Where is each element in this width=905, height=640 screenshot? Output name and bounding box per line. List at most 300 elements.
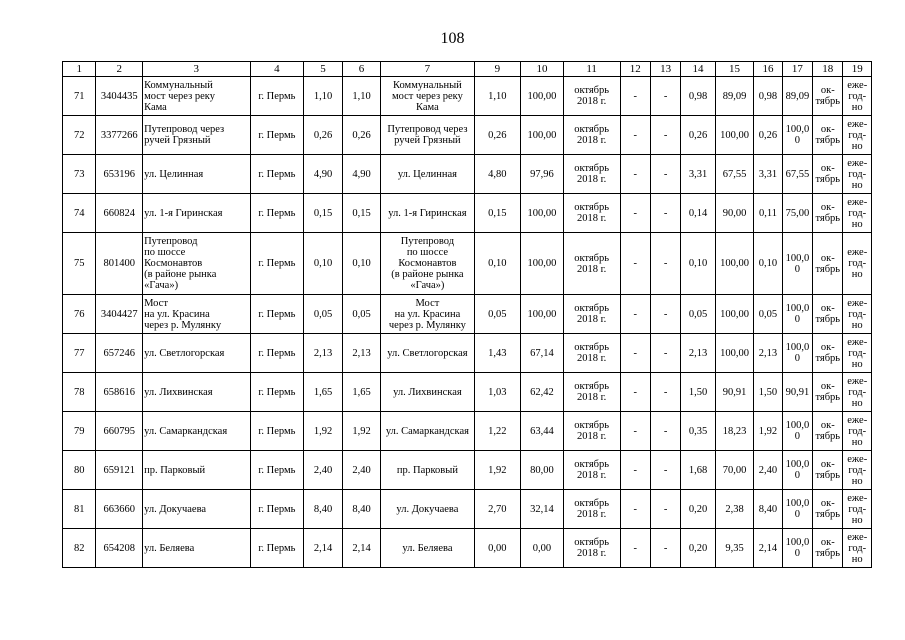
cell-line: Кама	[144, 101, 167, 113]
cell-line: по шоссе	[144, 247, 186, 258]
cell-object-name	[143, 155, 250, 194]
cell-line: 2018 г.	[576, 314, 607, 325]
cell-object-name	[143, 490, 250, 529]
cell-row-number: 76	[63, 295, 96, 334]
cell-col13: -	[650, 529, 680, 568]
cell-length-normative: 1,10	[474, 77, 521, 116]
cell-line: еже-	[847, 336, 868, 348]
cell-line: октябрь	[574, 381, 610, 392]
cell-col18	[813, 116, 843, 155]
cell-line: тябрь	[815, 392, 841, 403]
cell-city: г. Пермь	[250, 529, 304, 568]
cell-inspection-date	[563, 451, 620, 490]
cell-object-name	[143, 373, 250, 412]
cell-line: еже-	[847, 492, 868, 504]
cell-length-owned: 8,40	[342, 490, 381, 529]
cell-col17	[782, 451, 812, 490]
cell-line: 2018 г.	[576, 213, 607, 224]
cell-length-normative: 1,43	[474, 334, 521, 373]
cell-object-name-repeat	[381, 155, 474, 194]
cell-col18	[813, 412, 843, 451]
cell-line: октябрь	[574, 252, 610, 264]
cell-line: октябрь	[574, 420, 610, 431]
cell-line: ручей Грязный	[394, 135, 461, 146]
table-row	[63, 490, 872, 529]
cell-object-name	[143, 116, 250, 155]
cell-col16: 0,26	[754, 116, 782, 155]
cell-percent-normative: 0,00	[521, 529, 564, 568]
cell-row-number: 80	[63, 451, 96, 490]
cell-length-owned: 0,15	[342, 194, 381, 233]
cell-col17	[782, 295, 812, 334]
cell-line: еже-	[847, 157, 868, 169]
cell-length-normative: 1,92	[474, 451, 521, 490]
cell-percent-normative: 63,44	[521, 412, 564, 451]
cell-line: Коммунальный	[144, 79, 213, 91]
cell-col15: 100,00	[715, 334, 754, 373]
cell-line: ок-	[820, 459, 835, 470]
cell-line: 2018 г.	[576, 392, 607, 403]
cell-line: через р. Мулянку	[144, 319, 222, 331]
cell-col16: 1,50	[754, 373, 782, 412]
table-row	[63, 116, 872, 155]
cell-line: ок-	[820, 537, 835, 548]
cell-length-normative: 0,15	[474, 194, 521, 233]
cell-col19	[843, 116, 872, 155]
cell-col16: 2,14	[754, 529, 782, 568]
cell-line: год-	[848, 425, 867, 437]
cell-line: еже-	[847, 247, 868, 258]
cell-line: тябрь	[815, 314, 841, 325]
cell-col13: -	[650, 295, 680, 334]
cell-line: тябрь	[815, 353, 841, 364]
cell-col18	[813, 334, 843, 373]
cell-row-number: 72	[63, 116, 96, 155]
cell-line: тябрь	[815, 213, 841, 224]
cell-line: 100,0	[785, 459, 810, 470]
cell-length-total: 0,10	[304, 233, 343, 295]
cell-col17	[782, 233, 812, 295]
cell-object-name-repeat	[381, 373, 474, 412]
cell-line: еже-	[847, 297, 868, 309]
column-number-9: 9	[474, 62, 521, 77]
cell-col12: -	[620, 334, 650, 373]
cell-line: год-	[848, 90, 867, 102]
cell-line: тябрь	[815, 96, 841, 107]
cell-line: но	[851, 475, 863, 487]
table-row	[63, 295, 872, 334]
cell-length-total: 2,14	[304, 529, 343, 568]
cell-road-code: 3404427	[96, 295, 143, 334]
cell-line: еже-	[847, 79, 868, 91]
cell-line: 100,0	[785, 537, 810, 548]
cell-col12: -	[620, 295, 650, 334]
cell-line: 0	[794, 509, 800, 520]
cell-line: Путепровод	[400, 236, 455, 247]
cell-col19	[843, 295, 872, 334]
cell-line: 100,0	[785, 420, 810, 431]
cell-line: ул. Лихвинская	[144, 386, 213, 398]
cell-col14: 0,20	[681, 529, 715, 568]
cell-line: Мост	[144, 297, 168, 309]
cell-percent-normative: 100,00	[521, 295, 564, 334]
cell-col17	[782, 77, 812, 116]
cell-object-name	[143, 529, 250, 568]
cell-line: еже-	[847, 453, 868, 465]
cell-inspection-date	[563, 194, 620, 233]
cell-line: 2018 г.	[576, 470, 607, 481]
cell-line: ок-	[820, 342, 835, 353]
cell-line: октябрь	[574, 459, 610, 470]
cell-length-normative: 0,00	[474, 529, 521, 568]
table-row	[63, 451, 872, 490]
cell-object-name-repeat	[381, 295, 474, 334]
cell-object-name-repeat	[381, 116, 474, 155]
table-row	[63, 77, 872, 116]
cell-percent-normative: 100,00	[521, 194, 564, 233]
cell-road-code: 654208	[96, 529, 143, 568]
cell-city: г. Пермь	[250, 334, 304, 373]
cell-city: г. Пермь	[250, 373, 304, 412]
cell-line: 100,0	[785, 498, 810, 509]
cell-line: ул. Лихвинская	[393, 386, 462, 398]
cell-row-number: 74	[63, 194, 96, 233]
cell-object-name	[143, 334, 250, 373]
cell-line: ок-	[820, 202, 835, 213]
cell-line: 2018 г.	[576, 548, 607, 559]
cell-col13: -	[650, 373, 680, 412]
column-number-14: 14	[681, 62, 715, 77]
cell-line: год-	[848, 168, 867, 180]
cell-col12: -	[620, 490, 650, 529]
cell-length-normative: 0,05	[474, 295, 521, 334]
cell-city: г. Пермь	[250, 77, 304, 116]
cell-col17	[782, 529, 812, 568]
cell-line: 0	[794, 135, 800, 146]
table-body	[63, 77, 872, 568]
cell-line: октябрь	[574, 124, 610, 135]
cell-line: ок-	[820, 163, 835, 174]
cell-row-number: 82	[63, 529, 96, 568]
cell-road-code: 660824	[96, 194, 143, 233]
cell-col13: -	[650, 451, 680, 490]
cell-object-name	[143, 451, 250, 490]
cell-col17	[782, 412, 812, 451]
cell-object-name-repeat	[381, 77, 474, 116]
cell-line: но	[851, 436, 863, 448]
cell-percent-normative: 100,00	[521, 77, 564, 116]
registry-table	[62, 61, 872, 568]
cell-line: октябрь	[574, 342, 610, 353]
cell-line: 0	[794, 431, 800, 442]
cell-line: год-	[848, 258, 867, 269]
cell-length-normative: 1,03	[474, 373, 521, 412]
cell-line: 2018 г.	[576, 353, 607, 364]
cell-length-owned: 2,13	[342, 334, 381, 373]
cell-line: Путепровод через	[144, 124, 225, 135]
cell-length-total: 2,13	[304, 334, 343, 373]
cell-line: через р. Мулянку	[388, 319, 466, 331]
cell-line: тябрь	[815, 431, 841, 442]
cell-col16: 0,11	[754, 194, 782, 233]
cell-line: ок-	[820, 498, 835, 509]
table-row	[63, 412, 872, 451]
cell-line: 100,0	[785, 342, 810, 353]
cell-row-number: 73	[63, 155, 96, 194]
column-number-2: 2	[96, 62, 143, 77]
cell-col15: 70,00	[715, 451, 754, 490]
cell-col14: 0,98	[681, 77, 715, 116]
cell-road-code: 3377266	[96, 116, 143, 155]
cell-col13: -	[650, 334, 680, 373]
cell-col14: 0,10	[681, 233, 715, 295]
cell-col19	[843, 155, 872, 194]
cell-col12: -	[620, 116, 650, 155]
cell-col19	[843, 233, 872, 295]
cell-line: тябрь	[815, 263, 841, 275]
cell-row-number: 71	[63, 77, 96, 116]
cell-line: но	[851, 553, 863, 565]
cell-col19	[843, 373, 872, 412]
cell-line: ул. 1-я Гиринская	[388, 207, 467, 219]
cell-col16: 0,05	[754, 295, 782, 334]
cell-percent-normative: 62,42	[521, 373, 564, 412]
cell-length-owned: 0,26	[342, 116, 381, 155]
cell-object-name	[143, 295, 250, 334]
table-row	[63, 529, 872, 568]
cell-line: по шоссе	[406, 247, 449, 258]
cell-length-owned: 1,92	[342, 412, 381, 451]
column-number-18: 18	[813, 62, 843, 77]
cell-col19	[843, 529, 872, 568]
cell-length-normative: 1,22	[474, 412, 521, 451]
cell-col14: 0,05	[681, 295, 715, 334]
cell-object-name-repeat	[381, 412, 474, 451]
cell-line: но	[851, 218, 863, 230]
cell-col16: 0,10	[754, 233, 782, 295]
cell-line: год-	[848, 464, 867, 476]
cell-line: 100,0	[785, 252, 810, 264]
cell-line: 100,0	[785, 303, 810, 314]
cell-col13: -	[650, 412, 680, 451]
cell-inspection-date	[563, 233, 620, 295]
cell-object-name	[143, 77, 250, 116]
cell-line: но	[851, 101, 863, 113]
column-number-4: 4	[250, 62, 304, 77]
cell-line: пр. Парковый	[144, 464, 206, 476]
cell-line: Путепровод через	[387, 124, 468, 135]
cell-road-code: 659121	[96, 451, 143, 490]
cell-col13: -	[650, 194, 680, 233]
cell-city: г. Пермь	[250, 194, 304, 233]
table-row	[63, 334, 872, 373]
column-number-3: 3	[143, 62, 250, 77]
cell-line: 2018 г.	[576, 96, 607, 107]
cell-col18	[813, 194, 843, 233]
cell-col14: 2,13	[681, 334, 715, 373]
cell-inspection-date	[563, 334, 620, 373]
cell-row-number: 79	[63, 412, 96, 451]
cell-col19	[843, 77, 872, 116]
cell-col17	[782, 194, 812, 233]
cell-col19	[843, 451, 872, 490]
cell-col17	[782, 116, 812, 155]
cell-city: г. Пермь	[250, 295, 304, 334]
cell-line: тябрь	[815, 470, 841, 481]
cell-col12: -	[620, 412, 650, 451]
cell-length-total: 8,40	[304, 490, 343, 529]
cell-line: ручей Грязный	[144, 135, 211, 146]
cell-line: ок-	[820, 420, 835, 431]
cell-length-total: 4,90	[304, 155, 343, 194]
cell-line: 2018 г.	[576, 431, 607, 442]
cell-length-normative: 0,10	[474, 233, 521, 295]
column-number-15: 15	[715, 62, 754, 77]
column-number-12: 12	[620, 62, 650, 77]
cell-col16: 2,40	[754, 451, 782, 490]
cell-inspection-date	[563, 373, 620, 412]
cell-line: «Гача»)	[144, 280, 179, 291]
cell-line: мост через реку	[144, 90, 215, 102]
cell-length-total: 1,10	[304, 77, 343, 116]
cell-line: (в районе рынка	[391, 269, 464, 280]
cell-line: но	[851, 514, 863, 526]
cell-col14: 1,68	[681, 451, 715, 490]
cell-object-name-repeat	[381, 194, 474, 233]
cell-city: г. Пермь	[250, 116, 304, 155]
cell-col13: -	[650, 490, 680, 529]
cell-line: 2018 г.	[576, 174, 607, 185]
column-number-7: 7	[381, 62, 474, 77]
cell-line: Путепровод	[144, 236, 198, 247]
column-number-13: 13	[650, 62, 680, 77]
cell-line: Кама	[416, 101, 439, 113]
cell-line: 0	[794, 548, 800, 559]
cell-line: октябрь	[574, 498, 610, 509]
cell-col17	[782, 490, 812, 529]
cell-col15: 90,00	[715, 194, 754, 233]
cell-line: ул. Беляева	[402, 542, 453, 554]
cell-line: ул. Самаркандская	[385, 425, 469, 437]
cell-object-name-repeat	[381, 334, 474, 373]
cell-col15: 67,55	[715, 155, 754, 194]
cell-object-name-repeat	[381, 529, 474, 568]
cell-length-total: 0,26	[304, 116, 343, 155]
cell-line: год-	[848, 503, 867, 515]
cell-length-owned: 0,05	[342, 295, 381, 334]
cell-line: но	[851, 179, 863, 191]
cell-line: год-	[848, 207, 867, 219]
cell-inspection-date	[563, 77, 620, 116]
table-row	[63, 373, 872, 412]
cell-col14: 3,31	[681, 155, 715, 194]
cell-col13: -	[650, 77, 680, 116]
cell-length-owned: 4,90	[342, 155, 381, 194]
cell-road-code: 660795	[96, 412, 143, 451]
cell-length-normative: 0,26	[474, 116, 521, 155]
cell-inspection-date	[563, 529, 620, 568]
cell-line: октябрь	[574, 85, 610, 96]
cell-inspection-date	[563, 155, 620, 194]
cell-city: г. Пермь	[250, 155, 304, 194]
cell-road-code: 658616	[96, 373, 143, 412]
cell-line: мост через реку	[391, 90, 463, 102]
cell-line: ок-	[820, 85, 835, 96]
column-number-1: 1	[63, 62, 96, 77]
cell-line: год-	[848, 129, 867, 141]
cell-length-owned: 2,40	[342, 451, 381, 490]
cell-object-name	[143, 194, 250, 233]
cell-percent-normative: 97,96	[521, 155, 564, 194]
cell-line: еже-	[847, 531, 868, 543]
cell-city: г. Пермь	[250, 412, 304, 451]
cell-line: на ул. Красина	[144, 308, 210, 320]
cell-col16: 3,31	[754, 155, 782, 194]
cell-inspection-date	[563, 412, 620, 451]
cell-col18	[813, 77, 843, 116]
cell-line: год-	[848, 542, 867, 554]
cell-col19	[843, 334, 872, 373]
cell-row-number: 78	[63, 373, 96, 412]
cell-line: тябрь	[815, 174, 841, 185]
cell-object-name	[143, 412, 250, 451]
cell-inspection-date	[563, 116, 620, 155]
cell-city: г. Пермь	[250, 490, 304, 529]
cell-col12: -	[620, 155, 650, 194]
cell-object-name-repeat	[381, 490, 474, 529]
column-number-16: 16	[754, 62, 782, 77]
cell-line: но	[851, 269, 863, 280]
cell-length-total: 2,40	[304, 451, 343, 490]
cell-col14: 0,20	[681, 490, 715, 529]
cell-city: г. Пермь	[250, 451, 304, 490]
cell-road-code: 653196	[96, 155, 143, 194]
cell-line: еже-	[847, 414, 868, 426]
cell-line: октябрь	[574, 303, 610, 314]
cell-line: 2018 г.	[576, 135, 607, 146]
cell-col18	[813, 490, 843, 529]
cell-row-number: 77	[63, 334, 96, 373]
cell-line: год-	[848, 386, 867, 398]
cell-col13: -	[650, 155, 680, 194]
cell-col15: 100,00	[715, 116, 754, 155]
column-number-10: 10	[521, 62, 564, 77]
cell-col16: 0,98	[754, 77, 782, 116]
cell-col18	[813, 451, 843, 490]
cell-line: год-	[848, 308, 867, 320]
cell-road-code: 3404435	[96, 77, 143, 116]
cell-line: но	[851, 319, 863, 331]
cell-line: 100,0	[785, 124, 810, 135]
cell-percent-normative: 100,00	[521, 116, 564, 155]
cell-line: на ул. Красина	[394, 308, 461, 320]
cell-inspection-date	[563, 490, 620, 529]
cell-line: тябрь	[815, 509, 841, 520]
cell-line: (в районе рынка	[144, 269, 217, 280]
cell-line: Коммунальный	[393, 79, 462, 91]
cell-length-total: 0,15	[304, 194, 343, 233]
cell-line: 2018 г.	[576, 263, 607, 275]
cell-object-name-repeat	[381, 451, 474, 490]
cell-line: октябрь	[574, 537, 610, 548]
cell-line: ок-	[820, 124, 835, 135]
cell-col15: 90,91	[715, 373, 754, 412]
cell-line: 89,09	[785, 90, 810, 102]
cell-line: 0	[794, 314, 800, 325]
cell-col16: 8,40	[754, 490, 782, 529]
cell-percent-normative: 67,14	[521, 334, 564, 373]
cell-road-code: 801400	[96, 233, 143, 295]
